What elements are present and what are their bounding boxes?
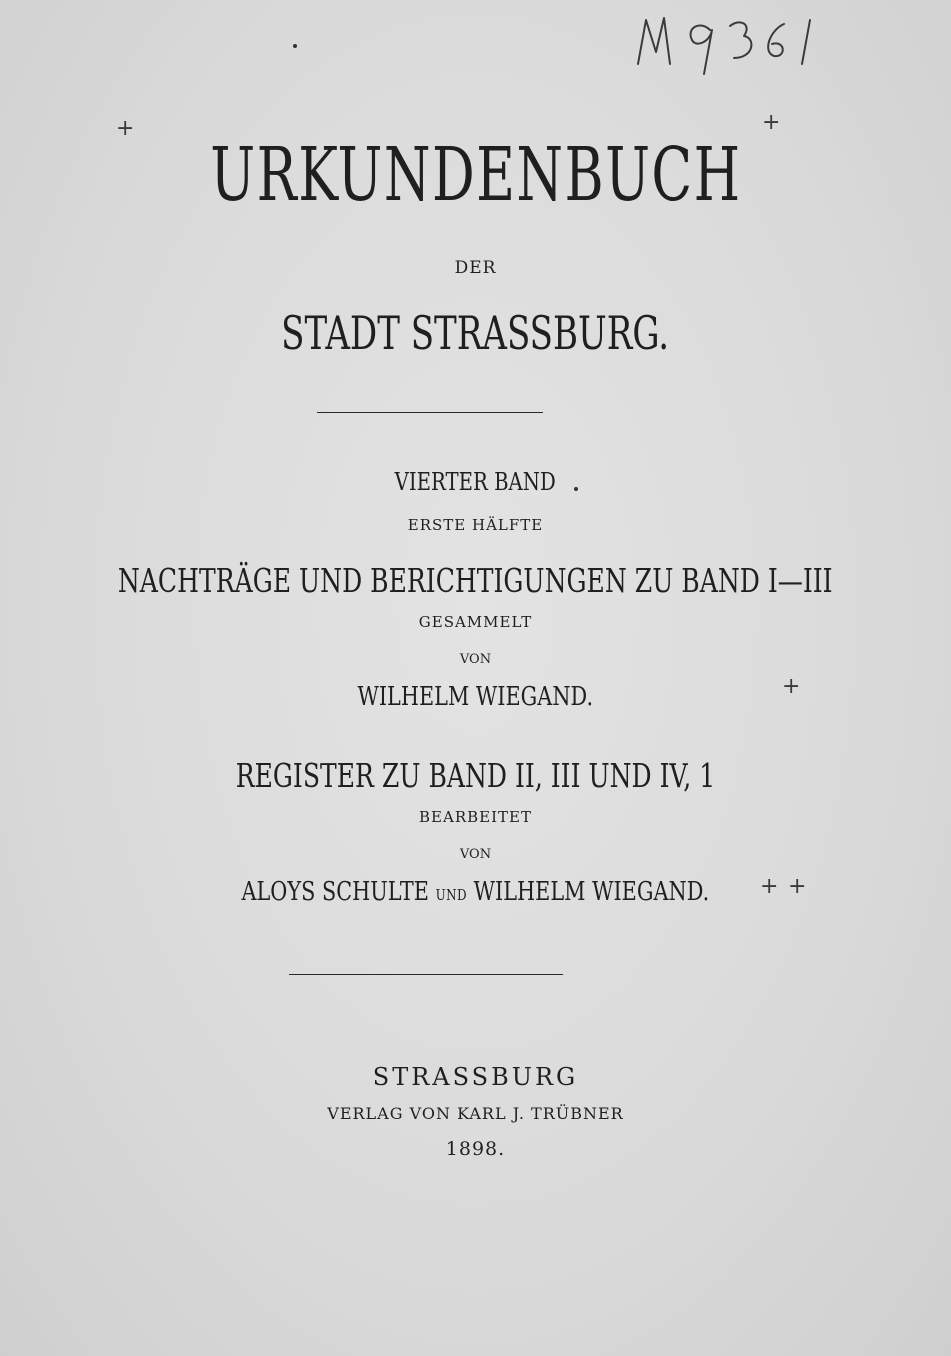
imprint-year: 1898. [445,1138,506,1160]
volume-subject-text: NACHTRÄGE UND BERICHTIGUNGEN ZU BAND I—III [118,561,833,600]
register-von: VON [459,847,492,862]
divider-rule [317,412,543,413]
pencil-cross-mark: + [762,110,781,135]
speck-mark [293,44,297,48]
handwritten-call-number-svg [634,8,834,78]
volume-number [0,468,951,496]
volume-gesammelt: GESAMMELT [418,613,533,631]
register-author-1: ALOYS SCHULTE [241,877,430,907]
volume-subject [0,561,951,600]
register-bearbeitet: BEARBEITET [419,808,532,826]
pencil-cross-mark: + [760,874,779,899]
imprint-place: STRASSBURG [372,1063,579,1091]
volume-part: ERSTE HÄLFTE [407,516,544,534]
volume-von: VON [459,652,492,667]
register-title [0,756,951,795]
pencil-cross-mark: + [788,874,807,899]
volume-editor-text: WILHELM WIEGAND. [357,682,594,712]
book-title-text: URKUNDENBUCH [209,132,742,218]
register-authors [0,874,951,907]
title-city [0,306,951,360]
divider-rule [289,974,563,975]
volume-number-text: VIERTER BAND [394,468,557,496]
imprint-publisher: VERLAG VON KARL J. TRÜBNER [327,1104,624,1123]
pencil-cross-mark: + [782,674,801,699]
title-city-text: STADT STRASSBURG. [281,306,670,360]
book-title [0,132,951,218]
register-author-2: WILHELM WIEGAND. [473,877,710,907]
register-authors-line [242,877,710,907]
pencil-cross-mark: + [116,116,135,141]
volume-editor [0,682,951,712]
register-und: UND [435,886,468,904]
register-title-text: REGISTER ZU BAND II, III UND IV, 1 [235,756,716,795]
title-der: DER [454,258,497,278]
handwritten-call-number [634,8,834,78]
